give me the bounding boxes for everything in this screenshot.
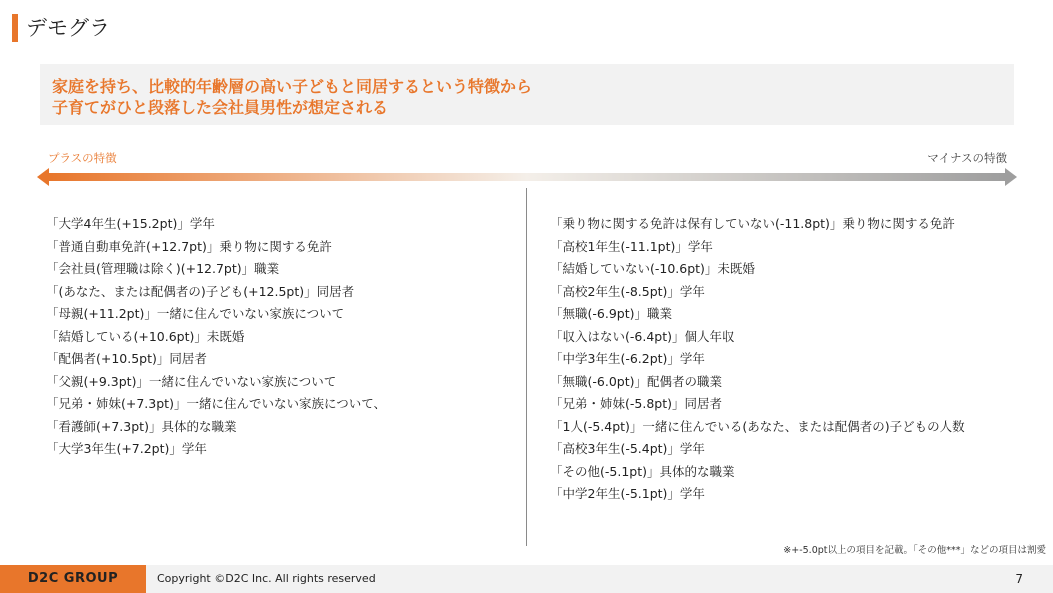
minus-feature-list [550, 213, 965, 506]
headline [52, 76, 532, 118]
plus-feature-item: 「(あなた、または配偶者の)子ども(+12.5pt)」同居者 [46, 283, 355, 299]
minus-feature-item: 「その他(-5.1pt)」具体的な職業 [550, 463, 735, 479]
minus-feature-item: 「高校1年生(-11.1pt)」学年 [550, 238, 713, 254]
arrow-left-head [37, 168, 49, 186]
minus-feature-item: 「乗り物に関する免許は保有していない(-11.8pt)」乗り物に関する免許 [550, 216, 955, 231]
plus-feature-item: 「会社員(管理職は除く)(+12.7pt)」職業 [46, 261, 280, 276]
minus-feature-item: 「1人(-5.4pt)」一緒に住んでいる(あなた、または配偶者の)子どもの人数 [550, 418, 965, 434]
minus-feature-item: 「中学2年生(-5.1pt)」学年 [550, 486, 705, 501]
plus-feature-list [46, 213, 386, 461]
plus-feature-item: 「大学3年生(+7.2pt)」学年 [46, 441, 207, 456]
column-divider [526, 188, 527, 546]
minus-feature-item: 「無職(-6.0pt)」配偶者の職業 [550, 373, 722, 389]
plus-feature-item: 「結婚している(+10.6pt)」未既婚 [46, 328, 245, 344]
plus-feature-item: 「父親(+9.3pt)」一緒に住んでいない家族について [46, 373, 337, 389]
arrow-right-head [1005, 168, 1017, 186]
page-number: 7 [1015, 572, 1023, 586]
headline-line-2: 子育てがひと段落した会社員男性が想定される [52, 98, 389, 117]
plus-axis-label: プラスの特徴 [48, 151, 117, 165]
minus-feature-item: 「高校3年生(-5.4pt)」学年 [550, 441, 705, 456]
plus-feature-item: 「大学4年生(+15.2pt)」学年 [46, 216, 215, 231]
page-title: デモグラ [26, 16, 110, 40]
plus-feature-item: 「普通自動車免許(+12.7pt)」乗り物に関する免許 [46, 238, 332, 254]
plus-feature-item: 「母親(+11.2pt)」一緒に住んでいない家族について [46, 306, 345, 321]
plus-feature-item: 「看護師(+7.3pt)」具体的な職業 [46, 418, 237, 434]
minus-feature-item: 「無職(-6.9pt)」職業 [550, 306, 672, 321]
copyright-text: Copyright ©D2C Inc. All rights reserved [157, 572, 376, 585]
gradient-axis-arrow [37, 166, 1017, 188]
company-logo: D2C GROUP [0, 565, 146, 593]
plus-feature-item: 「兄弟・姉妹(+7.3pt)」一緒に住んでいない家族について、 [46, 396, 386, 411]
axis-bar [47, 173, 1007, 181]
minus-axis-label: マイナスの特徴 [927, 151, 1007, 165]
plus-feature-item: 「配偶者(+10.5pt)」同居者 [46, 351, 207, 366]
minus-feature-item: 「中学3年生(-6.2pt)」学年 [550, 351, 705, 366]
headline-line-1: 家庭を持ち、比較的年齢層の高い子どもと同居するという特徴から [52, 77, 533, 96]
footnote: ※+-5.0pt以上の項目を記載。「その他***」などの項目は割愛 [783, 545, 1046, 556]
minus-feature-item: 「結婚していない(-10.6pt)」未既婚 [550, 261, 755, 276]
minus-feature-item: 「高校2年生(-8.5pt)」学年 [550, 283, 705, 299]
minus-feature-item: 「収入はない(-6.4pt)」個人年収 [550, 328, 735, 344]
title-accent-bar [12, 14, 18, 42]
minus-feature-item: 「兄弟・姉妹(-5.8pt)」同居者 [550, 396, 722, 411]
